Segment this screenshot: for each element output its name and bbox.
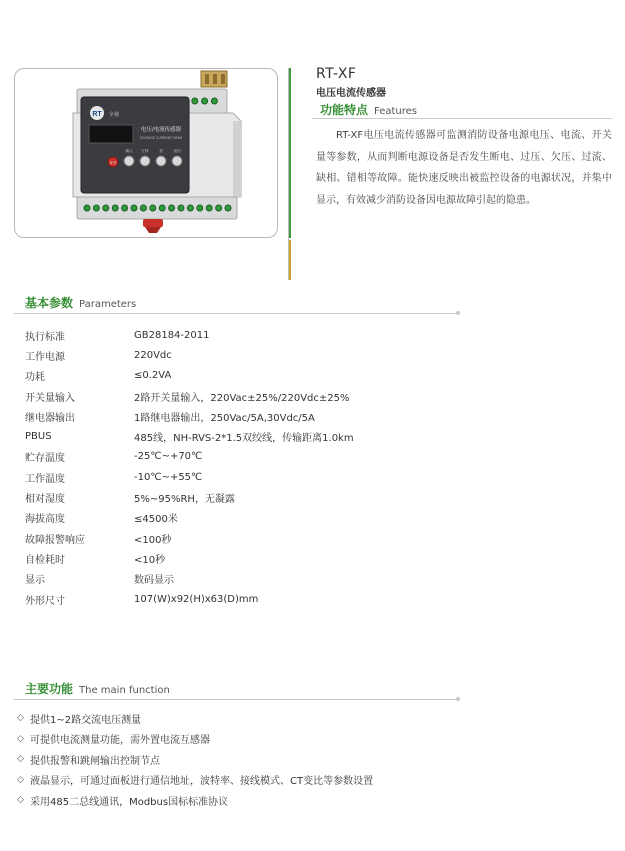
param-key: 贮存温度 — [25, 453, 65, 465]
device-power-label: 开关 — [109, 161, 117, 165]
param-key: 相对湿度 — [25, 494, 65, 506]
param-key: 显示 — [25, 575, 45, 587]
function-text: 液晶显示，可通过面板进行通信地址，波特率、接线模式、CT变比等参数设置 — [30, 776, 374, 788]
product-photo-frame — [14, 68, 278, 238]
terminal-screw-icon — [131, 205, 137, 211]
list-item — [17, 749, 477, 770]
terminal-screw-icon — [150, 205, 156, 211]
param-value: <100秒 — [134, 534, 172, 546]
param-value: 5%~95%RH，无凝露 — [134, 494, 235, 506]
terminal-screw-icon — [216, 205, 222, 211]
diamond-bullet-icon: ◇ — [17, 713, 24, 724]
param-row-altitude — [25, 508, 445, 528]
main-function-heading-cn: 主要功能 — [25, 682, 74, 696]
param-row-self-check — [25, 548, 445, 568]
device-logo: RT — [92, 111, 102, 118]
terminal-screw-icon — [211, 98, 217, 104]
param-value: 220Vdc — [134, 349, 172, 361]
param-row-dimensions — [25, 589, 445, 609]
list-item — [17, 729, 477, 750]
parameters-table — [25, 325, 445, 609]
param-value: <10秒 — [134, 554, 166, 566]
param-value: ≤0.2VA — [134, 370, 172, 382]
param-value: GB28184-2011 — [134, 329, 210, 341]
param-value: 2路开关量输入，220Vac±25%/220Vdc±25% — [134, 392, 350, 404]
param-row-display — [25, 569, 445, 589]
device-key-1 — [124, 156, 134, 166]
param-value: -10℃~+55℃ — [134, 471, 203, 483]
param-row-humidity — [25, 487, 445, 507]
terminal-screw-icon — [122, 205, 128, 211]
product-model: RT-XF — [316, 66, 357, 82]
device-key-3 — [156, 156, 166, 166]
features-rule — [312, 118, 612, 119]
terminal-screw-icon — [225, 205, 231, 211]
param-row-power-consumption — [25, 366, 445, 386]
main-function-rule — [14, 699, 458, 700]
terminal-screw-icon — [206, 205, 212, 211]
diamond-bullet-icon: ◇ — [17, 795, 24, 806]
diamond-bullet-icon: ◇ — [17, 754, 24, 765]
function-text: 采用485二总线通讯，Modbus国标标准协议 — [30, 796, 229, 808]
terminal-screw-icon — [178, 205, 184, 211]
list-item — [17, 770, 477, 791]
function-text: 可提供电流测量功能，需外置电流互感器 — [30, 735, 210, 747]
main-function-heading — [25, 680, 170, 697]
device-key-2 — [140, 156, 150, 166]
param-key: 开关量输入 — [25, 392, 75, 404]
device-panel-sub: VOLTAGE CURRENT SENS — [139, 136, 183, 140]
param-value: 数码显示 — [134, 575, 174, 587]
param-row-alarm-response — [25, 528, 445, 548]
diamond-bullet-icon: ◇ — [17, 774, 24, 785]
features-description: RT-XF电压电流传感器可监测消防设备电源电压、电流、开关量等参数，从而判断电源设备是否发生断电、过压、欠压、过流、缺相、错相等故障。能快速反映出被监控设备的电源状况，并集中显示，有效减少消防设备因电源故障引起的隐患。 — [316, 130, 612, 206]
product-device-illustration — [15, 69, 278, 238]
product-name: 电压电流传感器 — [316, 88, 386, 99]
diamond-bullet-icon: ◇ — [17, 733, 24, 744]
param-key: 工作电源 — [25, 351, 65, 363]
device-key-label-2: 左移 — [141, 149, 149, 153]
device-brand: 全视 — [109, 112, 120, 118]
parameters-heading-en: Parameters — [79, 299, 137, 310]
features-heading-cn: 功能特点 — [320, 103, 369, 117]
device-key-4 — [172, 156, 182, 166]
list-item — [17, 790, 477, 811]
parameters-heading-cn: 基本参数 — [25, 296, 74, 310]
device-panel-label: 电压/电流传感器 — [140, 127, 182, 133]
function-text: 提供1~2路交流电压测量 — [30, 714, 142, 726]
vertical-divider-accent — [289, 68, 291, 238]
terminal-screw-icon — [202, 98, 208, 104]
main-function-list — [17, 708, 477, 811]
param-value: 1路继电器输出，250Vac/5A,30Vdc/5A — [134, 412, 315, 424]
terminal-screw-icon — [192, 98, 198, 104]
param-key: 外形尺寸 — [25, 595, 65, 607]
param-row-power-supply — [25, 345, 445, 365]
terminal-screw-icon — [140, 205, 146, 211]
param-row-pbus — [25, 426, 445, 446]
param-row-working-temp — [25, 467, 445, 487]
param-row-switch-input — [25, 386, 445, 406]
param-row-storage-temp — [25, 447, 445, 467]
features-heading — [320, 101, 417, 118]
terminal-screw-icon — [103, 205, 109, 211]
function-text: 提供报警和跳闸输出控制节点 — [30, 755, 160, 767]
parameters-heading — [25, 294, 136, 311]
device-key-label-1: 确认 — [125, 149, 133, 153]
terminal-screw-icon — [197, 205, 203, 211]
terminal-screw-icon — [169, 205, 175, 211]
device-key-label-3: 加 — [159, 149, 163, 153]
terminal-screw-icon — [84, 205, 90, 211]
param-key: 继电器输出 — [25, 412, 75, 424]
main-function-heading-en: The main function — [79, 685, 170, 696]
param-value: -25℃~+70℃ — [134, 451, 203, 463]
terminal-screw-icon — [187, 205, 193, 211]
terminal-screw-icon — [159, 205, 165, 211]
param-key: 执行标准 — [25, 331, 65, 343]
param-value: 107(W)x92(H)x63(D)mm — [134, 593, 259, 605]
param-row-relay-output — [25, 406, 445, 426]
parameters-rule — [14, 313, 458, 314]
param-key: 自检耗时 — [25, 554, 65, 566]
param-row-standard — [25, 325, 445, 345]
terminal-screw-icon — [93, 205, 99, 211]
param-key: 功耗 — [25, 372, 45, 384]
vertical-divider-gold — [289, 240, 291, 280]
param-value: ≤4500米 — [134, 514, 178, 526]
param-value: 485线，NH-RVS-2*1.5双绞线，传输距离1.0km — [134, 433, 354, 445]
list-item — [17, 708, 477, 729]
param-key: 故障报警响应 — [25, 534, 85, 546]
param-key: 工作温度 — [25, 473, 65, 485]
param-key: PBUS — [25, 431, 52, 443]
device-key-label-4: 返回 — [173, 149, 181, 153]
param-key: 海拔高度 — [25, 514, 65, 526]
features-heading-en: Features — [374, 106, 418, 117]
terminal-screw-icon — [112, 205, 118, 211]
